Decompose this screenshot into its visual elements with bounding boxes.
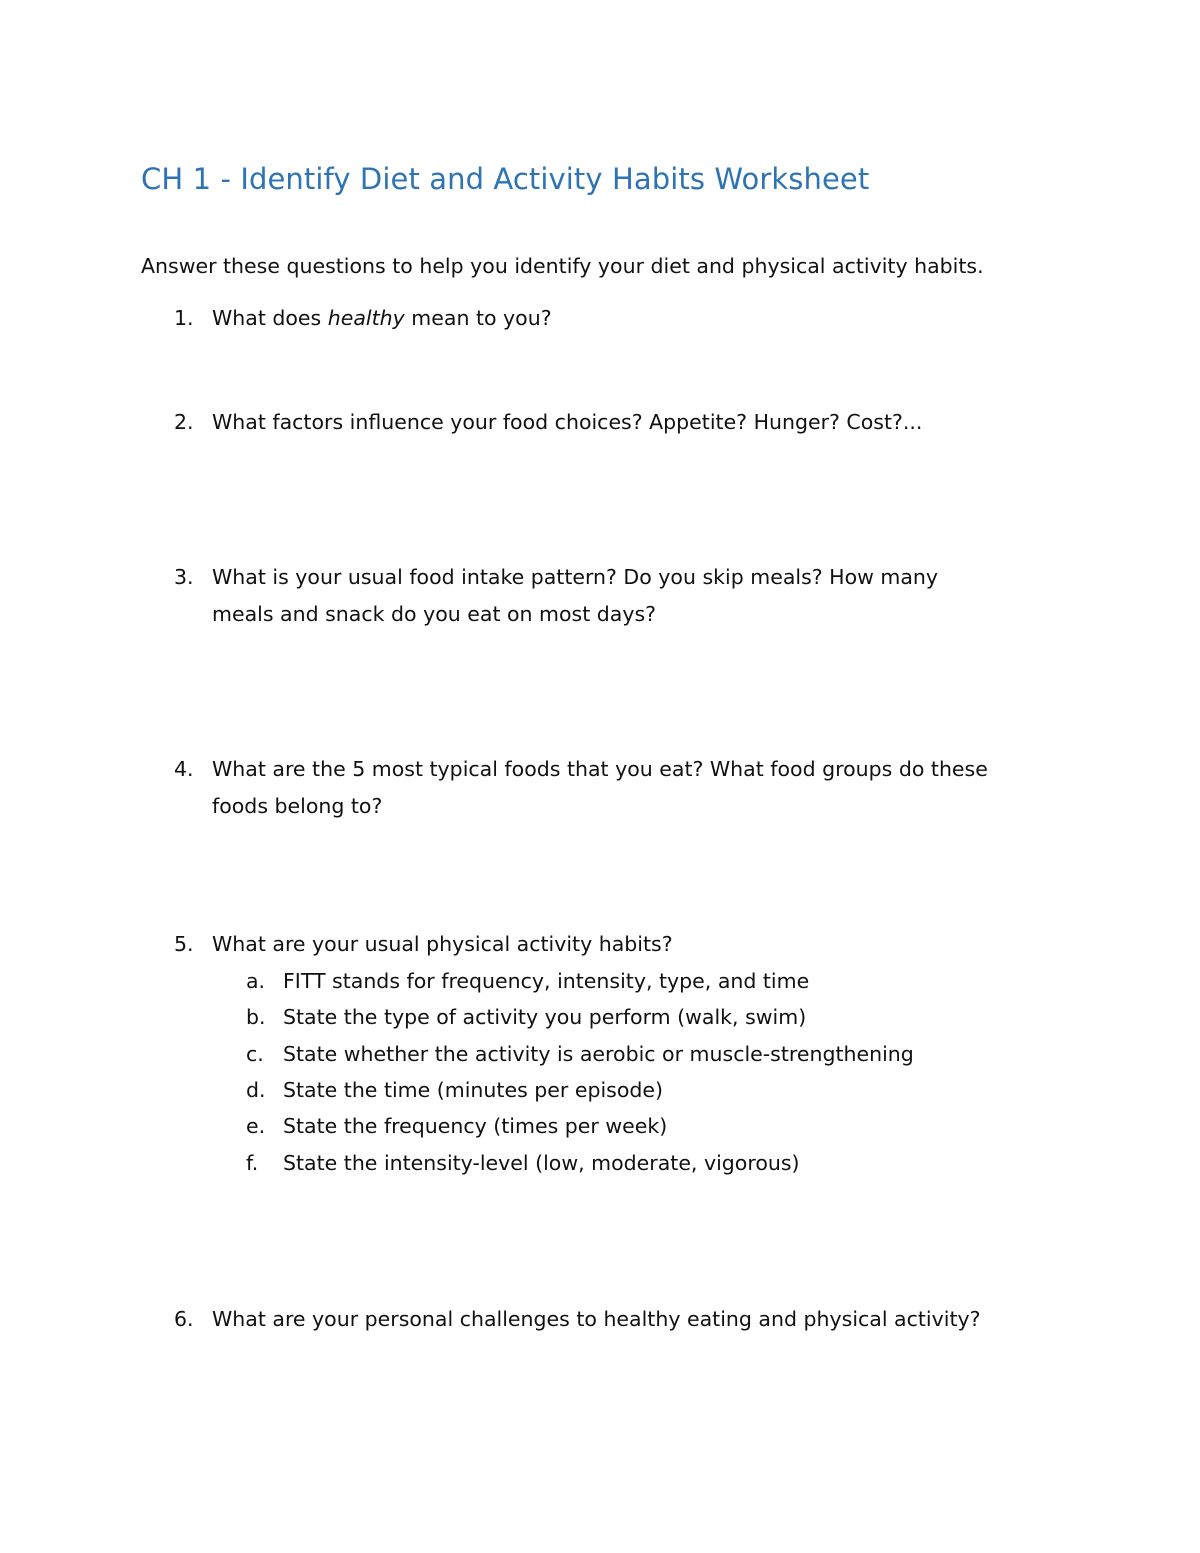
question-text [212, 404, 1072, 441]
question-text-emphasis: healthy [327, 306, 405, 330]
question-number: 2. [174, 410, 194, 434]
subitem-letter: a. [246, 969, 266, 993]
subitem-text: State whether the activity is aerobic or muscle-strengthening [283, 1042, 914, 1066]
question-text-end: mean to you? [404, 306, 552, 330]
subitem-letter: f. [246, 1151, 259, 1175]
question-line: What is your usual food intake pattern? Do you skip meals? How many [212, 565, 939, 589]
subitem-text: State the frequency (times per week) [283, 1114, 668, 1138]
question-number: 5. [174, 932, 194, 956]
question-text [212, 1301, 1072, 1338]
intro-text: Answer these questions to help you identify your diet and physical activity habits. [141, 254, 984, 278]
subitem-text: State the type of activity you perform (walk, swim) [283, 1005, 807, 1029]
question-text [212, 926, 1072, 963]
subitem-letter: d. [246, 1078, 266, 1102]
question-line: What are the 5 most typical foods that you eat? What food groups do these [212, 757, 988, 781]
question-line: meals and snack do you eat on most days? [212, 602, 657, 626]
question-line: What are your personal challenges to healthy eating and physical activity? [212, 1307, 981, 1331]
question-number: 3. [174, 565, 194, 589]
question-line: What factors influence your food choices? Appetite? Hunger? Cost?... [212, 410, 923, 434]
question-text [212, 300, 1072, 337]
page-title: CH 1 - Identify Diet and Activity Habits Worksheet [141, 162, 870, 196]
question-number: 6. [174, 1307, 194, 1331]
question-number: 1. [174, 306, 194, 330]
subitem-letter: b. [246, 1005, 266, 1029]
subitem-text: State the intensity-level (low, moderate, vigorous) [283, 1151, 800, 1175]
subitem-text: State the time (minutes per episode) [283, 1078, 664, 1102]
question-text [212, 559, 1072, 633]
question-text [212, 751, 1072, 825]
subitem-letter: c. [246, 1042, 264, 1066]
question-number: 4. [174, 757, 194, 781]
subitem-letter: e. [246, 1114, 266, 1138]
question-text-start: What does [212, 306, 328, 330]
question-line: foods belong to? [212, 794, 383, 818]
subitem-text: FITT stands for frequency, intensity, type, and time [283, 969, 810, 993]
question-line: What are your usual physical activity habits? [212, 932, 673, 956]
